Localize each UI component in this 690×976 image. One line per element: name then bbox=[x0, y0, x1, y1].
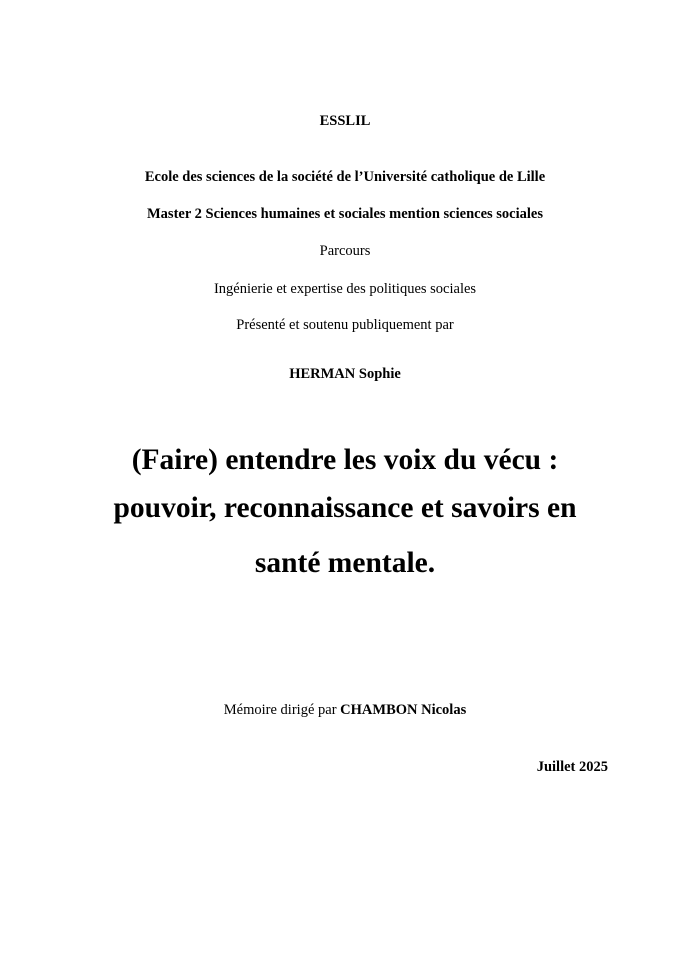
thesis-title-line-1: (Faire) entendre les voix du vécu : bbox=[131, 444, 559, 476]
presented-by: Présenté et soutenu publiquement par bbox=[236, 317, 454, 333]
supervisor-name: CHAMBON Nicolas bbox=[340, 702, 467, 718]
thesis-title-line-2: pouvoir, reconnaissance et savoirs en bbox=[113, 492, 577, 524]
parcours-name: Ingénierie et expertise des politiques sociales bbox=[213, 281, 477, 297]
thesis-title-line-3: santé mentale. bbox=[254, 547, 436, 579]
author-name: HERMAN Sophie bbox=[289, 366, 401, 382]
parcours-label: Parcours bbox=[319, 243, 371, 259]
institution-short: ESSLIL bbox=[319, 113, 371, 129]
master-program: Master 2 Sciences humaines et sociales mention sciences sociales bbox=[146, 206, 543, 222]
supervision-line bbox=[0, 701, 690, 719]
school-name: Ecole des sciences de la société de l’Université catholique de Lille bbox=[144, 169, 546, 185]
date: Juillet 2025 bbox=[536, 759, 608, 775]
supervision-label: Mémoire dirigé par bbox=[223, 702, 341, 718]
